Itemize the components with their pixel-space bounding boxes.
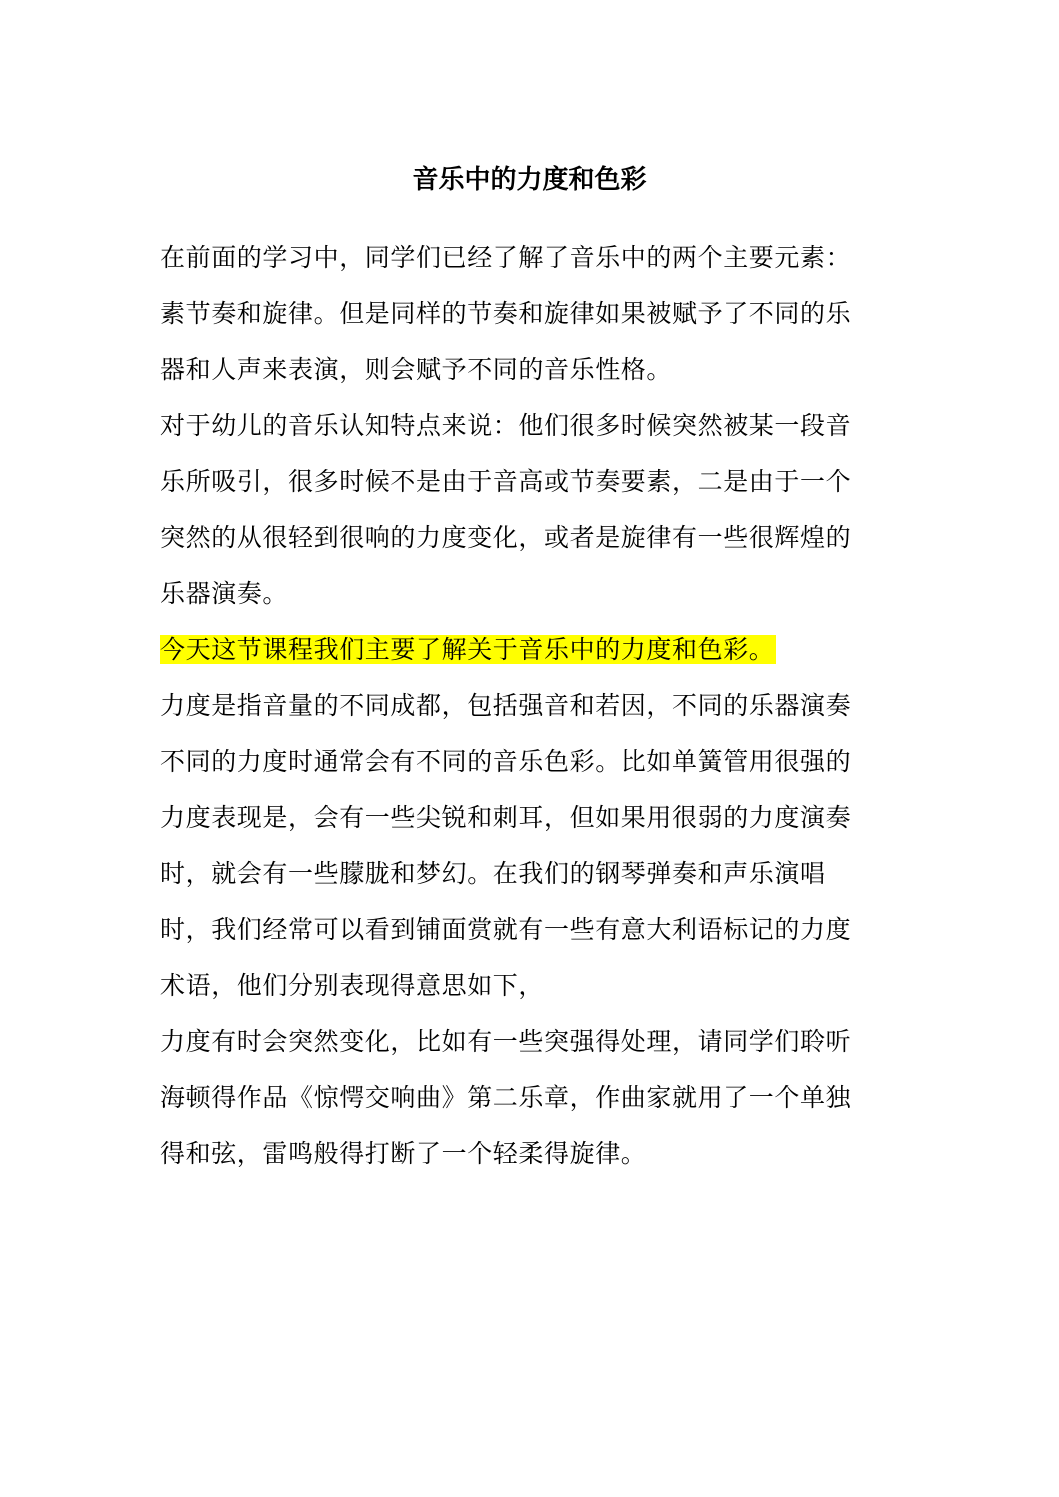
text-line: 不同的力度时通常会有不同的音乐色彩。比如单簧管用很强的 (160, 747, 852, 776)
text-line: 在前面的学习中，同学们已经了解了音乐中的两个主要元素： (160, 243, 852, 272)
text-line: 器和人声来表演，则会赋予不同的音乐性格。 (160, 355, 673, 384)
text-line: 力度表现是，会有一些尖锐和刺耳，但如果用很弱的力度演奏 (160, 803, 852, 832)
text-line: 海顿得作品《惊愕交响曲》第二乐章，作曲家就用了一个单独 (160, 1083, 852, 1112)
highlighted-line-wrapper (160, 630, 900, 686)
highlighted-text: 今天这节课程我们主要了解关于音乐中的力度和色彩。 (160, 635, 775, 664)
text-line: 时，就会有一些朦胧和梦幻。在我们的钢琴弹奏和声乐演唱 (160, 859, 826, 888)
text-line: 力度有时会突然变化，比如有一些突强得处理，请同学们聆听 (160, 1027, 852, 1056)
text-line: 得和弦，雷鸣般得打断了一个轻柔得旋律。 (160, 1139, 647, 1168)
text-line: 时，我们经常可以看到铺面赏就有一些有意大利语标记的力度 (160, 915, 852, 944)
text-line: 术语，他们分别表现得意思如下， (160, 971, 545, 1000)
document-body (160, 238, 900, 1190)
text-line: 力度是指音量的不同成都，包括强音和若因，不同的乐器演奏 (160, 691, 852, 720)
text-line: 突然的从很轻到很响的力度变化，或者是旋律有一些很辉煌的 (160, 523, 852, 552)
text-line: 乐所吸引，很多时候不是由于音高或节奏要素，二是由于一个 (160, 467, 852, 496)
text-line: 对于幼儿的音乐认知特点来说：他们很多时候突然被某一段音 (160, 411, 852, 440)
text-line: 乐器演奏。 (160, 579, 289, 608)
text-line: 素节奏和旋律。但是同样的节奏和旋律如果被赋予了不同的乐 (160, 299, 852, 328)
document-title: 音乐中的力度和色彩 (412, 165, 647, 195)
